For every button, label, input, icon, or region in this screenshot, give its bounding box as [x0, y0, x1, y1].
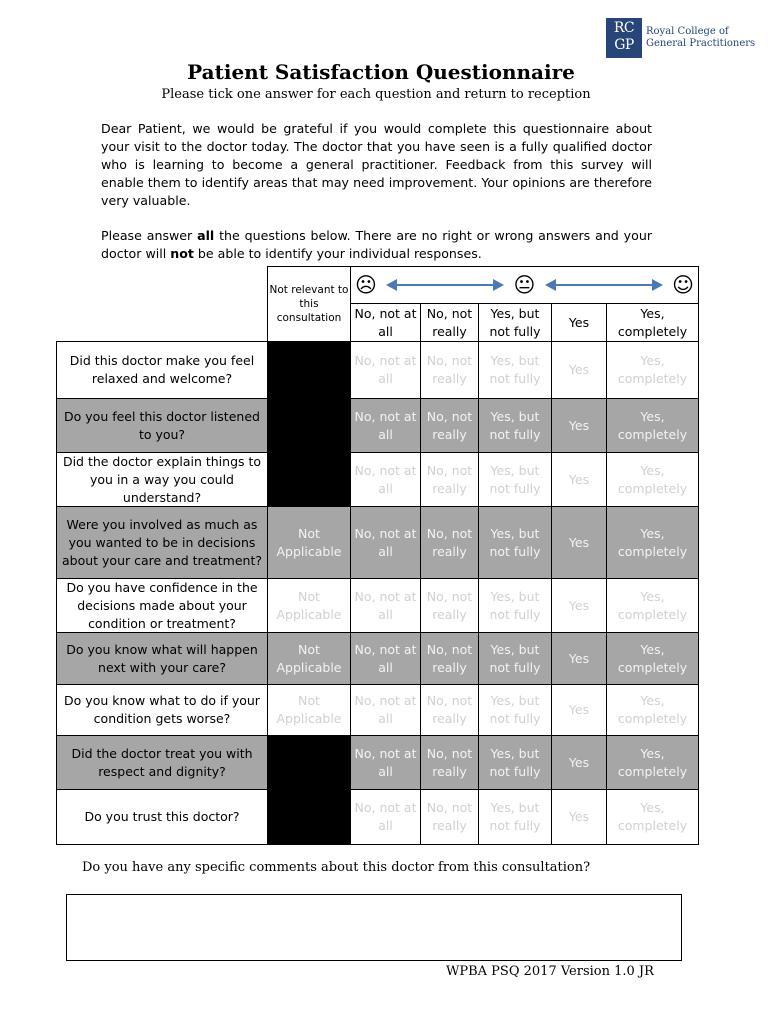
- answer-option[interactable]: Yes, but not fully: [478, 632, 552, 685]
- logo-mark-top: RC: [613, 20, 635, 36]
- answer-option[interactable]: Yes: [551, 506, 607, 579]
- answer-option[interactable]: Yes, completely: [606, 789, 699, 845]
- question-text: Do you have confidence in the decisions made about your condition or treatment?: [56, 578, 268, 633]
- answer-option[interactable]: No, not really: [420, 452, 479, 507]
- column-header: No, not really: [420, 303, 479, 342]
- answer-option[interactable]: No, not really: [420, 632, 479, 685]
- page-subtitle: Please tick one answer for each question and return to reception: [161, 87, 591, 102]
- logo-line-1: Royal College of: [646, 26, 729, 37]
- question-text: Do you feel this doctor listened to you?: [56, 398, 268, 453]
- answer-option[interactable]: Yes, completely: [606, 632, 699, 685]
- column-header: Yes, but not fully: [478, 303, 552, 342]
- answer-option[interactable]: Yes: [551, 578, 607, 633]
- logo-wordmark: [646, 26, 755, 50]
- logo-line-2: General Practitioners: [646, 38, 756, 49]
- answer-option[interactable]: No, not really: [420, 341, 479, 399]
- answer-option[interactable]: No, not really: [420, 506, 479, 579]
- answer-option[interactable]: No, not at all: [350, 506, 421, 579]
- answer-option[interactable]: No, not at all: [350, 341, 421, 399]
- not-relevant-blocked: [267, 452, 351, 507]
- not-relevant-blocked: [267, 735, 351, 790]
- instructions-text-3: be able to identify your individual responses.: [193, 246, 482, 261]
- rcgp-logo: [606, 18, 755, 58]
- questionnaire-table: [56, 266, 698, 844]
- not-applicable-option[interactable]: Not Applicable: [267, 506, 351, 579]
- answer-option[interactable]: Yes, completely: [606, 506, 699, 579]
- answer-option[interactable]: No, not at all: [350, 578, 421, 633]
- answer-option[interactable]: No, not really: [420, 684, 479, 736]
- instructions-text-1: Please answer: [101, 228, 198, 243]
- answer-option[interactable]: Yes, but not fully: [478, 578, 552, 633]
- answer-option[interactable]: Yes, but not fully: [478, 506, 552, 579]
- instructions-text-2: the questions below. There are no right or wrong answers and your doctor will: [101, 228, 652, 261]
- satisfaction-scale-header: [350, 266, 699, 304]
- answer-option[interactable]: No, not at all: [350, 684, 421, 736]
- answer-option[interactable]: No, not really: [420, 578, 479, 633]
- instructions-emphasis-not: not: [170, 246, 194, 261]
- answer-option[interactable]: Yes, but not fully: [478, 735, 552, 790]
- not-relevant-blocked: [267, 398, 351, 453]
- double-arrow-icon: [386, 278, 504, 292]
- rcgp-logo-mark: [606, 18, 642, 58]
- answer-option[interactable]: Yes, but not fully: [478, 341, 552, 399]
- answer-option[interactable]: Yes, but not fully: [478, 789, 552, 845]
- question-text: Do you know what to do if your condition gets worse?: [56, 684, 268, 736]
- answer-option[interactable]: Yes, completely: [606, 684, 699, 736]
- column-header: No, not at all: [350, 303, 421, 342]
- answer-option[interactable]: No, not really: [420, 789, 479, 845]
- question-text: Were you involved as much as you wanted to be in decisions about your care and treatment?: [56, 506, 268, 579]
- question-text: Did this doctor make you feel relaxed and welcome?: [56, 341, 268, 399]
- question-text: Did the doctor treat you with respect and dignity?: [56, 735, 268, 790]
- answer-option[interactable]: Yes, completely: [606, 578, 699, 633]
- answer-option[interactable]: Yes: [551, 341, 607, 399]
- frown-face-icon: ☹: [355, 273, 377, 297]
- not-applicable-option[interactable]: Not Applicable: [267, 632, 351, 685]
- question-text: Did the doctor explain things to you in a way you could understand?: [56, 452, 268, 507]
- answer-option[interactable]: Yes: [551, 684, 607, 736]
- column-header: Yes: [551, 303, 607, 342]
- answer-option[interactable]: Yes: [551, 789, 607, 845]
- answer-option[interactable]: Yes, but not fully: [478, 684, 552, 736]
- answer-option[interactable]: Yes, but not fully: [478, 452, 552, 507]
- answer-option[interactable]: No, not really: [420, 398, 479, 453]
- answer-option[interactable]: Yes: [551, 452, 607, 507]
- logo-mark-bottom: GP: [614, 37, 634, 53]
- answer-option[interactable]: Yes, but not fully: [478, 398, 552, 453]
- question-text: Do you trust this doctor?: [56, 789, 268, 845]
- neutral-face-icon: 😐: [513, 273, 536, 297]
- page-title: Patient Satisfaction Questionnaire: [187, 60, 575, 84]
- answer-option[interactable]: Yes, completely: [606, 735, 699, 790]
- not-applicable-option[interactable]: Not Applicable: [267, 684, 351, 736]
- smile-face-icon: ☺: [672, 273, 694, 297]
- answer-option[interactable]: Yes: [551, 735, 607, 790]
- answer-option[interactable]: Yes: [551, 398, 607, 453]
- comments-box[interactable]: [66, 894, 682, 961]
- column-header: Yes, completely: [606, 303, 699, 342]
- instructions-paragraph: [101, 227, 652, 263]
- answer-option[interactable]: No, not really: [420, 735, 479, 790]
- not-relevant-blocked: [267, 789, 351, 845]
- answer-option[interactable]: Yes: [551, 632, 607, 685]
- footer-version: WPBA PSQ 2017 Version 1.0 JR: [446, 964, 654, 979]
- comments-question: Do you have any specific comments about this doctor from this consultation?: [82, 860, 591, 875]
- answer-option[interactable]: No, not at all: [350, 632, 421, 685]
- answer-option[interactable]: No, not at all: [350, 398, 421, 453]
- double-arrow-icon: [545, 278, 663, 292]
- not-applicable-option[interactable]: Not Applicable: [267, 578, 351, 633]
- not-relevant-header: Not relevant to this consultation: [267, 266, 351, 342]
- answer-option[interactable]: Yes, completely: [606, 452, 699, 507]
- answer-option[interactable]: No, not at all: [350, 452, 421, 507]
- answer-option[interactable]: No, not at all: [350, 735, 421, 790]
- intro-paragraph: Dear Patient, we would be grateful if you would complete this questionnaire about your visit to the doctor today. The doctor that you have seen is a fully qualified doctor who is learning to become a general practitioner. Feedback from this survey will enable them to identify areas that may need improvement. Your opinions are therefore very valuable.: [101, 121, 652, 208]
- answer-option[interactable]: No, not at all: [350, 789, 421, 845]
- question-text: Do you know what will happen next with your care?: [56, 632, 268, 685]
- answer-option[interactable]: Yes, completely: [606, 398, 699, 453]
- answer-option[interactable]: Yes, completely: [606, 341, 699, 399]
- not-relevant-blocked: [267, 341, 351, 399]
- instructions-emphasis-all: all: [197, 228, 215, 243]
